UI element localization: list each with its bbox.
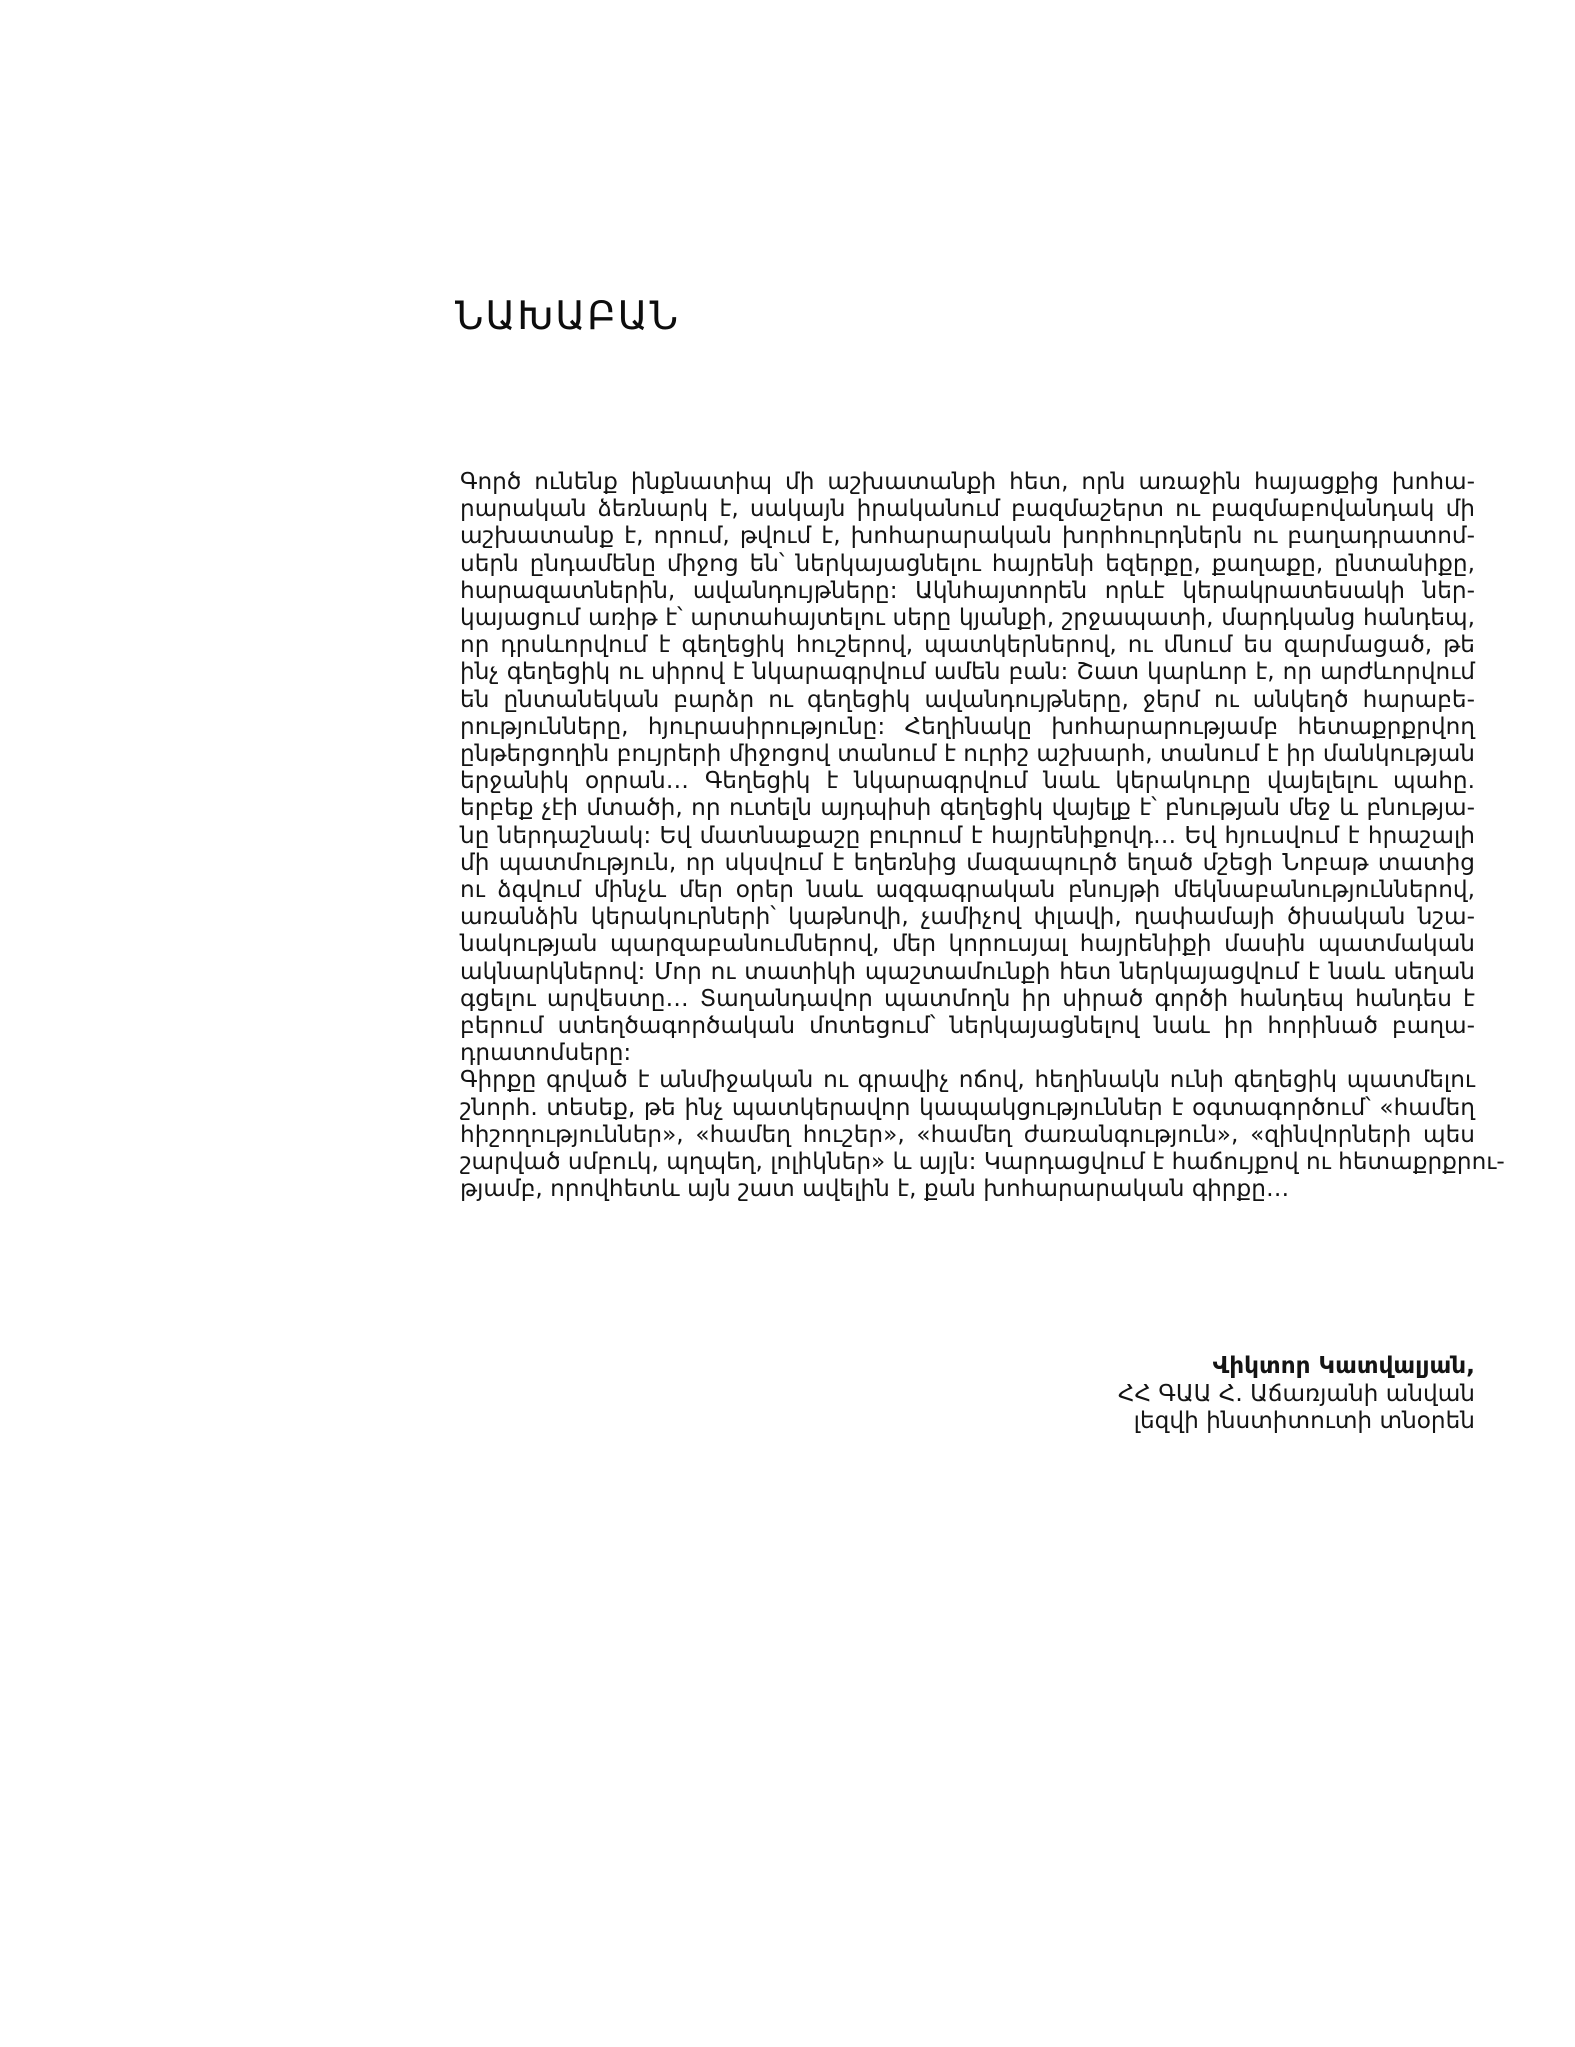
- text-line: աշխատանք է, որում, թվում է, խոհարարական խորհուրդներն ու բաղադրատոմ-: [460, 522, 1475, 550]
- text-line: երբեք չէի մտածի, որ ուտելն այդպիսի գեղեցիկ վայելք է՝ բնության մեջ և բնությա-: [460, 794, 1475, 822]
- text-line: հարազատներին, ավանդույթները: Ակնհայտորեն որևէ կերակրատեսակի ներ-: [460, 576, 1475, 604]
- text-line: հիշողություններ», «համեղ հուշեր», «համեղ ժառանգություն», «զինվորների պես: [460, 1120, 1475, 1148]
- signature-block: [1118, 1352, 1475, 1435]
- paragraph-1: [460, 468, 1475, 1066]
- page-title: ՆԱԽԱԲԱՆ: [455, 294, 680, 339]
- text-line: բերում ստեղծագործական մոտեցում՝ ներկայացնելով նաև իր հորինած բաղա-: [460, 1012, 1475, 1040]
- text-line: րությունները, հյուրասիրությունը: Հեղինակը խոհարարությամբ հետաքրքրվող: [460, 712, 1475, 740]
- text-line: գցելու արվեստը… Տաղանդավոր պատմողն իր սիրած գործի հանդեպ հանդես է: [460, 984, 1475, 1012]
- text-line: նակության պարզաբանումներով, մեր կորուսյալ հայրենիքի մասին պատմական: [460, 930, 1475, 958]
- text-line: շնորհ. տեսեք, թե ինչ պատկերավոր կապակցություններ է օգտագործում՝ «համեղ: [460, 1093, 1475, 1121]
- paragraph-2: [460, 1066, 1505, 1203]
- text-line: Գիրքը գրված է անմիջական ու գրավիչ ոճով, հեղինակն ունի գեղեցիկ պատմելու: [460, 1066, 1475, 1094]
- text-line: որ դրսևորվում է գեղեցիկ հուշերով, պատկերներով, ու մնում ես զարմացած, թե: [460, 631, 1475, 659]
- text-line: են ընտանեկան բարձր ու գեղեցիկ ավանդույթները, ջերմ ու անկեղծ հարաբե-: [460, 685, 1475, 713]
- preface-body: [460, 468, 1505, 1203]
- text-line: ընթերցողին բույրերի միջոցով տանում է ուրիշ աշխարհ, տանում է իր մանկության: [460, 740, 1475, 768]
- text-line: նը ներդաշնակ: Եվ մատնաքաշը բուրում է հայրենիքովդ… Եվ հյուսվում է հրաշալի: [460, 821, 1475, 849]
- text-line: մի պատմություն, որ սկսվում է եղեռնից մազապուրծ եղած մշեցի Նոբաթ տատից: [460, 848, 1475, 876]
- author-name: Վիկտոր Կատվալյան,: [1212, 1352, 1475, 1379]
- text-line: րարական ձեռնարկ է, սակայն իրականում բազմաշերտ ու բազմաբովանդակ մի: [460, 495, 1475, 523]
- text-line: ինչ գեղեցիկ ու սիրով է նկարագրվում ամեն բան: Շատ կարևոր է, որ արժևորվում: [460, 658, 1475, 686]
- text-line: սերն ընդամենը միջոց են՝ ներկայացնելու հայրենի եզերքը, քաղաքը, ընտանիքը,: [460, 549, 1475, 577]
- author-position-line-2: լեզվի ինստիտուտի տնօրեն: [1133, 1407, 1475, 1434]
- text-line: ու ձգվում մինչև մեր օրեր նաև ազգագրական բնույթի մեկնաբանություններով,: [460, 876, 1475, 904]
- author-position-line-1: ՀՀ ԳԱԱ Հ. Աճառյանի անվան: [1117, 1379, 1475, 1407]
- text-line: դրատոմսերը:: [460, 1039, 632, 1067]
- text-line: շարված սմբուկ, պղպեղ, լոլիկներ» և այլն: Կարդացվում է հաճույքով ու հետաքրքրու-: [460, 1148, 1505, 1176]
- text-line: կայացում առիթ է՝ արտահայտելու սերը կյանքի, շրջապատի, մարդկանց հանդեպ,: [460, 604, 1475, 632]
- text-line: Գործ ունենք ինքնատիպ մի աշխատանքի հետ, որն առաջին հայացքից խոհա-: [460, 468, 1475, 495]
- text-line: ակնարկներով: Մոր ու տատիկի պաշտամունքի հետ ներկայացվում է նաև սեղան: [460, 957, 1475, 985]
- text-line: երջանիկ օրրան… Գեղեցիկ է նկարագրվում նաև կերակուրը վայելելու պահը.: [460, 767, 1475, 795]
- text-line: առանձին կերակուրների՝ կաթնովի, չամիչով փլավի, ղափամայի ծիսական նշա-: [460, 903, 1475, 931]
- text-line: թյամբ, որովհետև այն շատ ավելին է, քան խոհարարական գիրքը…: [460, 1175, 1290, 1203]
